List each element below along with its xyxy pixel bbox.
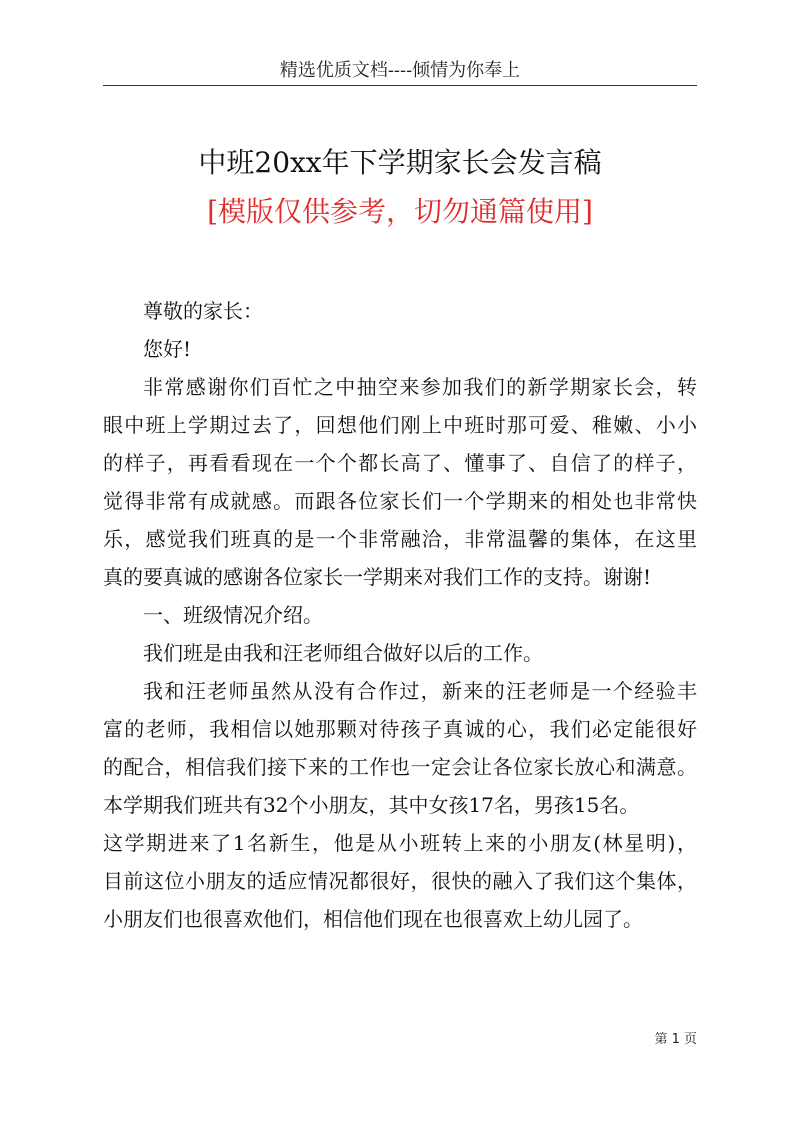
header-divider — [103, 85, 697, 86]
paragraph-line: 非常感谢你们百忙之中抽空来参加我们的新学期家长会，转 — [143, 375, 697, 399]
greeting: 您好! — [143, 337, 192, 361]
paragraph-line: 乐，感觉我们班真的是一个非常融洽，非常温馨的集体，在这里 — [103, 527, 697, 551]
paragraph-line: 觉得非常有成就感。而跟各位家长们一个学期来的相处也非常快 — [103, 489, 697, 513]
section-heading: 一、班级情况介绍。 — [143, 603, 323, 627]
document-body — [103, 292, 697, 938]
paragraph-line: 目前这位小朋友的适应情况都很好，很快的融入了我们这个集体， — [103, 869, 697, 893]
paragraph-line: 眼中班上学期过去了，回想他们刚上中班时那可爱、稚嫩、小小 — [103, 413, 697, 437]
paragraph-line: 真的要真诚的感谢各位家长一学期来对我们工作的支持。谢谢! — [103, 565, 652, 589]
salutation: 尊敬的家长： — [143, 299, 263, 323]
paragraph-line: 我们班是由我和汪老师组合做好以后的工作。 — [143, 641, 543, 665]
paragraph-line: 小朋友们也很喜欢他们，相信他们现在也很喜欢上幼儿园了。 — [103, 907, 643, 931]
paragraph-line: 我和汪老师虽然从没有合作过，新来的汪老师是一个经验丰 — [143, 679, 697, 703]
paragraph-line: 本学期我们班共有32个小朋友，其中女孩17名，男孩15名。 — [103, 793, 640, 817]
paragraph-line: 富的老师，我相信以她那颗对待孩子真诚的心，我们必定能很好 — [103, 717, 697, 741]
paragraph-line: 这学期进来了1名新生，他是从小班转上来的小朋友(林星明)， — [103, 831, 697, 855]
page-number: 第 1 页 — [654, 1032, 697, 1047]
paragraph-line: 的配合，相信我们接下来的工作也一定会让各位家长放心和满意。 — [103, 755, 697, 779]
page-header: 精选优质文档----倾情为你奉上 — [279, 60, 521, 81]
document-subtitle: [模版仅供参考，切勿通篇使用] — [207, 195, 593, 228]
paragraph-line: 的样子，再看看现在一个个都长高了、懂事了、自信了的样子， — [103, 451, 697, 475]
document-title: 中班20xx年下学期家长会发言稿 — [198, 146, 602, 179]
